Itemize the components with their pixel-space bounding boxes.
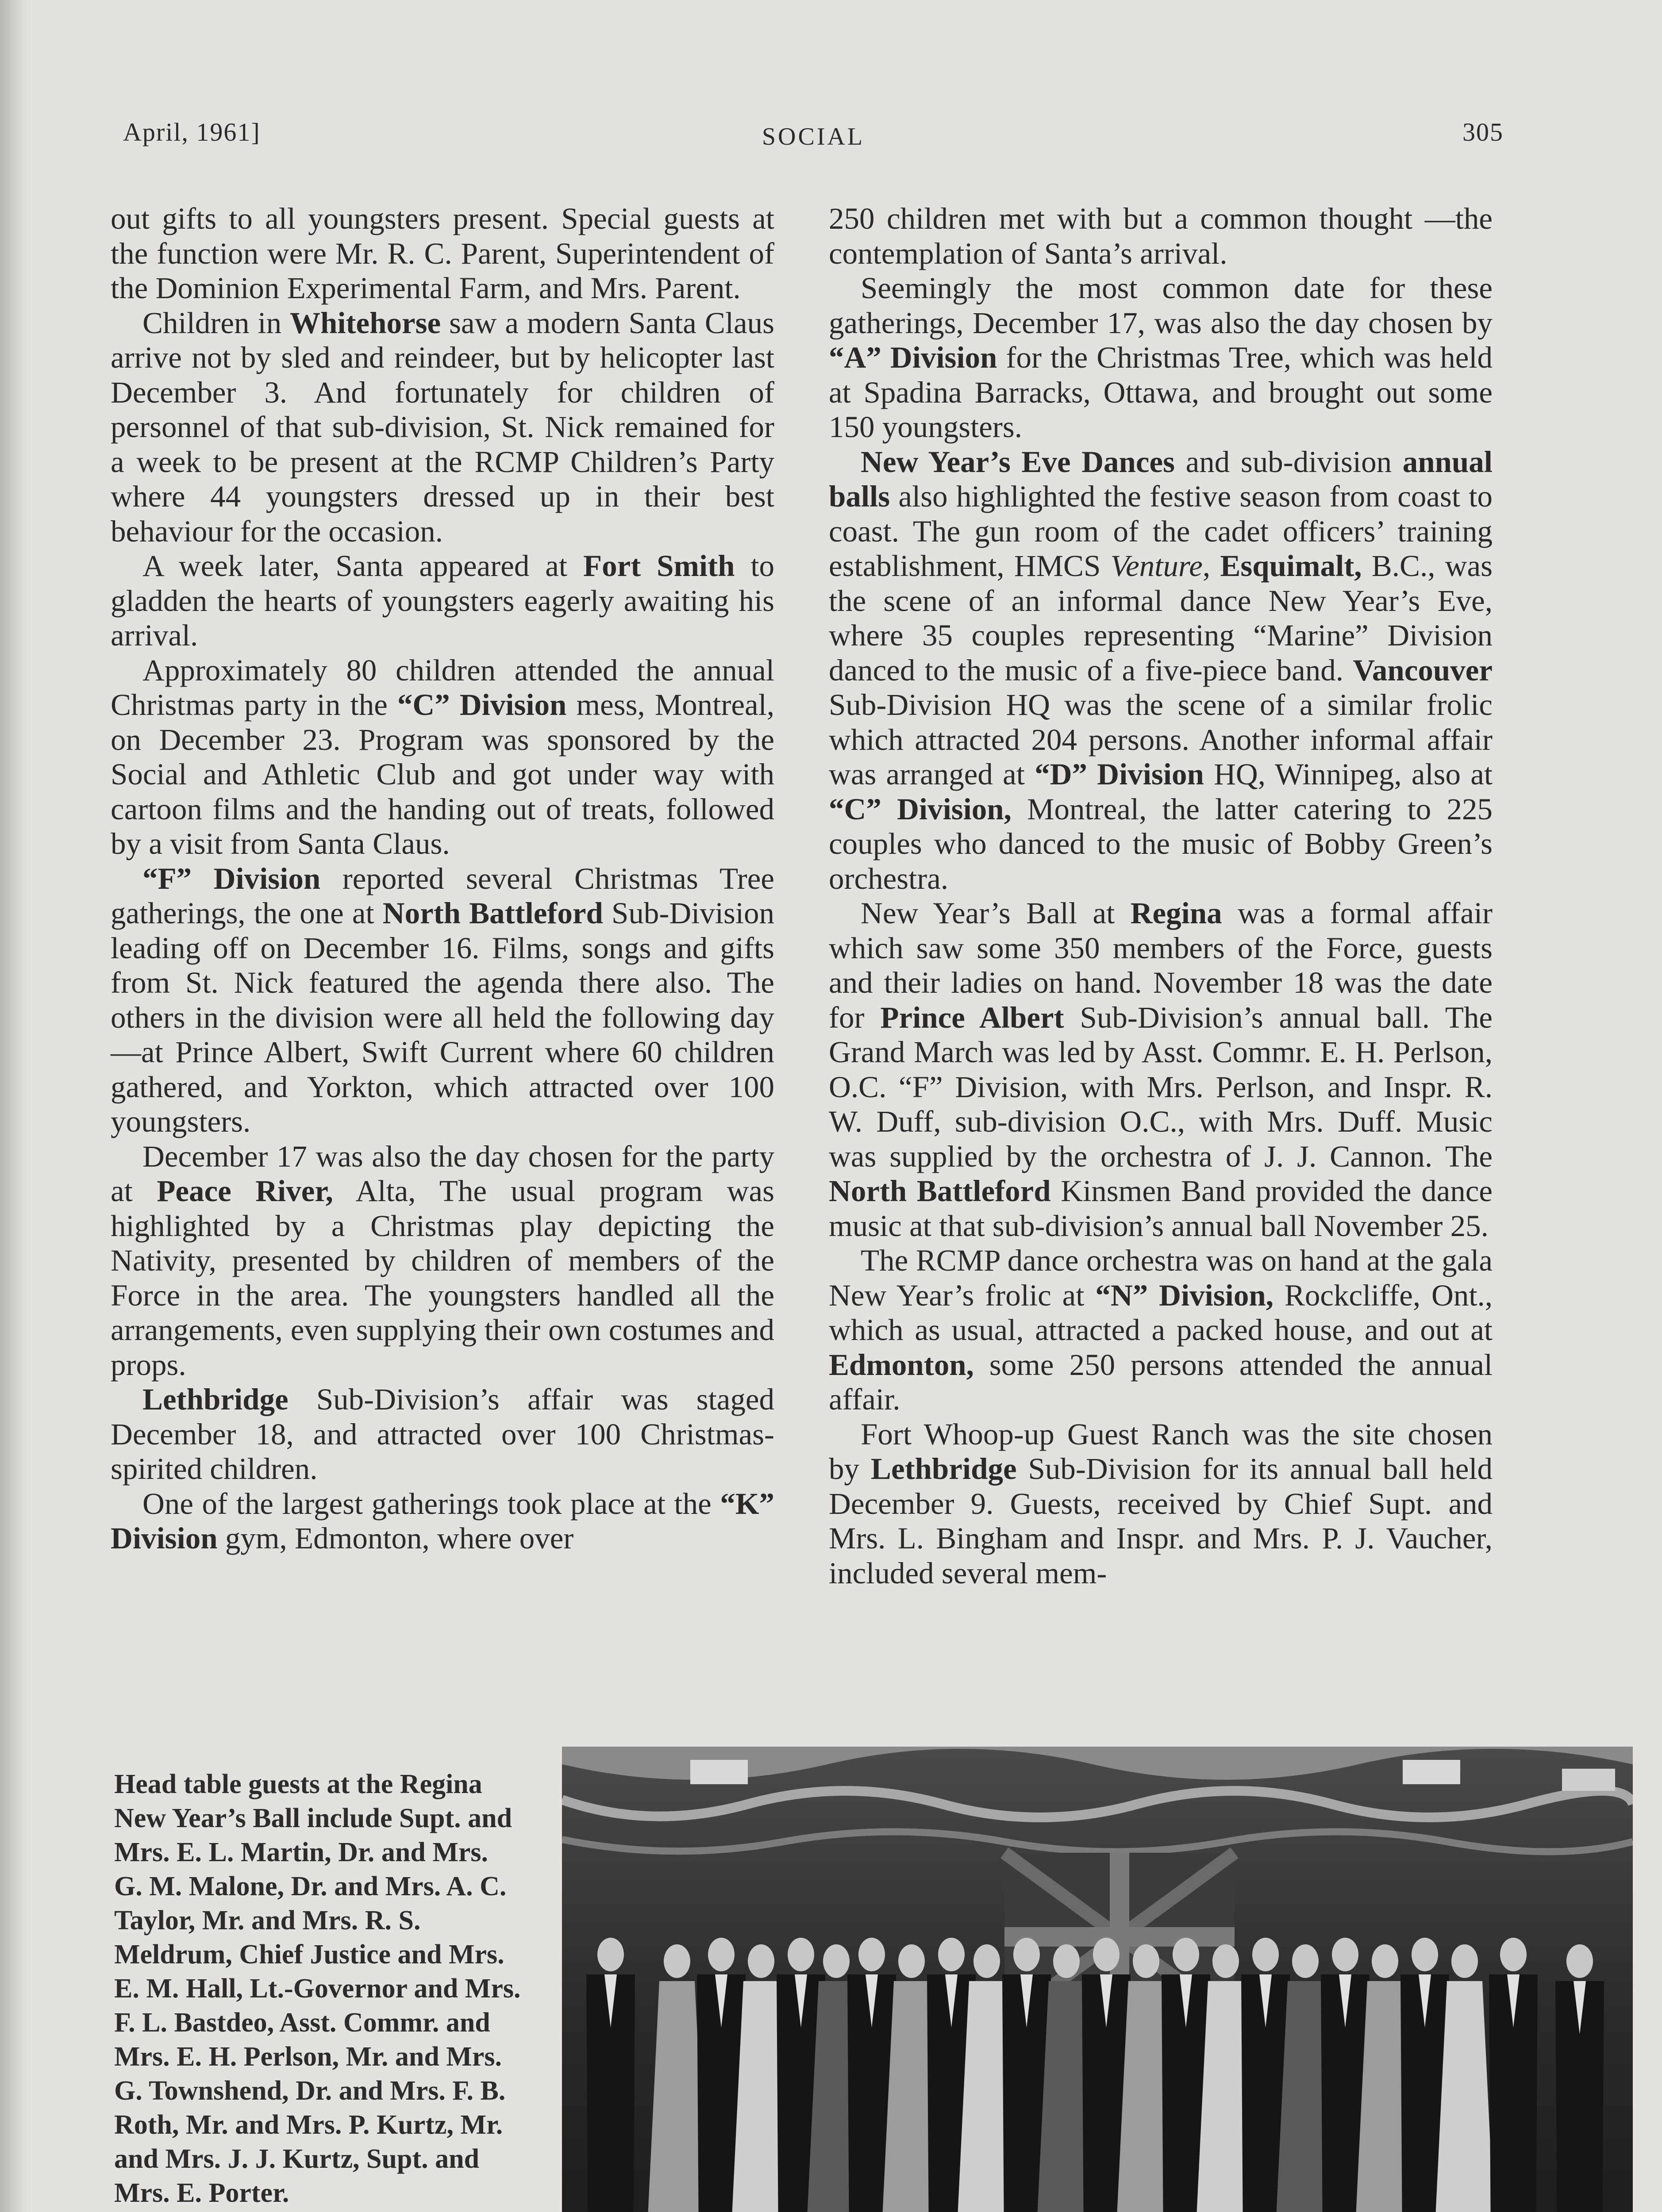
section-title: SOCIAL xyxy=(762,123,865,150)
guest-figure-head xyxy=(1053,1944,1080,1978)
text-run: saw a modern Santa Claus arrive not by sled and reindeer, but by helicopter last December 3. And fortunately for children of personnel of that sub-division, St. Nick remained for a week to be present at the RCMP Children’s Party where 44 youngsters dressed up in their best behaviour for the occasion. xyxy=(111,306,774,548)
guest-figure-head xyxy=(823,1944,850,1978)
bold-place-name: Esquimalt, xyxy=(1220,549,1362,583)
text-run: Sub-Division’s affair was staged December 18, and attracted over 100 Christmas-spirited children. xyxy=(111,1382,774,1486)
text-run: mess, Montreal, on December 23. Program was sponsored by the Social and Athletic Club and got under way with cartoon films and the handing out of treats, followed by a visit from Santa Claus. xyxy=(111,688,774,860)
text-run: for the Christmas Tree, which was held at Spadina Barracks, Ottawa, and brought out some 150 youngsters. xyxy=(829,341,1493,444)
paragraph xyxy=(111,1486,774,1556)
guest-figure-head xyxy=(938,1938,965,1971)
paragraph xyxy=(829,201,1493,271)
text-run: and sub-division xyxy=(1175,445,1403,479)
bold-place-name: “K” Division xyxy=(111,1486,774,1555)
left-column xyxy=(111,201,774,1556)
bold-place-name: Edmonton, xyxy=(829,1348,974,1382)
text-run: New Year’s Ball at xyxy=(861,896,1131,930)
guest-figure-head xyxy=(1212,1944,1239,1978)
bold-place-name: “N” Division, xyxy=(1095,1278,1273,1312)
text-run: also highlighted the festive season from coast to coast. The gun room of the cadet officers’ training establishment, HMCS xyxy=(829,480,1493,583)
guest-figure-head xyxy=(973,1944,1000,1978)
issue-date: April, 1961] xyxy=(123,118,261,146)
guest-figure-head xyxy=(1332,1938,1358,1971)
text-run: December 17 was also the day chosen for the party at xyxy=(111,1139,774,1208)
regina-ball-photo xyxy=(562,1747,1633,2212)
text-run: Approximately 80 children attended the annual Christmas party in the xyxy=(111,653,774,722)
text-run: Alta, The usual program was highlighted by a Christmas play depicting the Nativity, presented by children of members of the Force in the area. The youngsters handled all the arrangements, even supplying their own costumes and props. xyxy=(111,1174,774,1382)
text-run: , xyxy=(1202,549,1220,583)
guest-figure-head xyxy=(1093,1938,1120,1971)
photo-caption: Head table guests at the Regina New Year’s Ball include Supt. and Mrs. E. L. Martin, Dr. and Mrs. G. M. Malone, Dr. and Mrs. A. C. Taylor, Mr. and Mrs. R. S. Meldrum, Chief Justice and Mrs. E. M. Hall, Lt.-Governor and Mrs. F. L. Bastdeo, Asst. Commr. and Mrs. E. H. Perlson, Mr. and Mrs. G. Townshend, Dr. and Mrs. F. B. Roth, Mr. and Mrs. P. Kurtz, Mr. and Mrs. J. J. Kurtz, Supt. and Mrs. E. Porter. xyxy=(114,1769,521,2208)
guest-figure-head xyxy=(748,1944,774,1978)
text-run: The RCMP dance orchestra was on hand at the gala New Year’s frolic at xyxy=(829,1244,1493,1312)
text-run: Children in xyxy=(142,306,290,340)
guest-figure-head xyxy=(708,1938,735,1971)
guest-figure-head xyxy=(858,1938,885,1971)
guest-figure-head xyxy=(664,1944,690,1978)
guest-figure-head xyxy=(898,1944,925,1978)
guest-figure-head xyxy=(1566,1944,1593,1978)
text-run: Montreal, the latter catering to 225 couples who danced to the music of Bobby Green’s orchestra. xyxy=(829,792,1493,895)
bold-place-name: Lethbridge xyxy=(142,1382,289,1416)
text-run: Kinsmen Band provided the dance music at that sub-division’s annual ball November 25. xyxy=(829,1174,1493,1243)
bold-place-name: Prince Albert xyxy=(880,1000,1064,1034)
text-run: Fort Whoop-up Guest Ranch was the site chosen by xyxy=(829,1417,1493,1486)
guest-figure-head xyxy=(1372,1944,1398,1978)
paragraph xyxy=(111,201,774,306)
paragraph xyxy=(111,1382,774,1486)
bold-place-name: “C” Division xyxy=(397,688,567,722)
bold-place-name: New Year’s Eve Dances xyxy=(861,445,1175,479)
bold-place-name: North Battleford xyxy=(382,896,603,930)
bold-place-name: Lethbridge xyxy=(870,1452,1017,1486)
paragraph xyxy=(829,1243,1493,1417)
bold-place-name: Whitehorse xyxy=(290,306,441,340)
text-run: A week later, Santa appeared at xyxy=(142,549,583,583)
guest-figure-head xyxy=(1013,1938,1040,1971)
text-run: out gifts to all youngsters present. Special guests at the function were Mr. R. C. Parent, Superintendent of the Dominion Experimental Farm, and Mrs. Parent. xyxy=(111,202,774,305)
paragraph xyxy=(829,445,1493,896)
paragraph xyxy=(111,1139,774,1382)
bold-place-name: “A” Division xyxy=(829,341,997,374)
paragraph xyxy=(829,271,1493,445)
text-run: Sub-Division’s annual ball. The Grand March was led by Asst. Commr. E. H. Perlson, O.C. “F” Division, with Mrs. Perlson, and Inspr. R. W. Duff, sub-division O.C., with Mrs. Duff. Music was supplied by the orchestra of J. J. Cannon. The xyxy=(829,1000,1493,1173)
bold-place-name: Peace River, xyxy=(157,1174,333,1208)
text-run: was a formal affair which saw some 350 members of the Force, guests and their ladies on hand. November 18 was the date for xyxy=(829,896,1493,1034)
page-number: 305 xyxy=(1462,118,1504,146)
paragraph xyxy=(829,896,1493,1243)
text-run: to gladden the hearts of youngsters eagerly awaiting his arrival. xyxy=(111,549,774,652)
guest-figure-head xyxy=(1252,1938,1279,1971)
bold-place-name: “F” Division xyxy=(142,861,321,895)
scan-edge-shadow xyxy=(0,0,31,2212)
paragraph xyxy=(111,653,774,861)
text-run: 250 children met with but a common thought —the contemplation of Santa’s arrival. xyxy=(829,202,1493,270)
bold-place-name: North Battleford xyxy=(829,1174,1051,1208)
paragraph xyxy=(111,549,774,653)
guest-figure-head xyxy=(1500,1938,1527,1971)
paragraph xyxy=(111,306,774,549)
bold-place-name: Vancouver xyxy=(1353,653,1493,687)
text-run: Rockcliffe, Ont., which as usual, attracted a packed house, and out at xyxy=(829,1278,1493,1347)
bold-place-name: annual balls xyxy=(829,445,1493,513)
right-column xyxy=(829,201,1493,1590)
text-run: Seemingly the most common date for these gatherings, December 17, was also the day chosen by xyxy=(829,271,1493,340)
guest-figure-head xyxy=(1173,1938,1199,1971)
text-run: Sub-Division for its annual ball held December 9. Guests, received by Chief Supt. and Mrs. L. Bingham and Inspr. and Mrs. P. J. Vaucher, included several mem- xyxy=(829,1452,1493,1590)
bold-place-name: Regina xyxy=(1130,896,1222,930)
guest-figure-head xyxy=(1412,1938,1438,1971)
guest-figure-head xyxy=(1451,1944,1478,1978)
paragraph xyxy=(111,861,774,1139)
guest-figure-head xyxy=(1292,1944,1319,1978)
text-run: gym, Edmonton, where over xyxy=(217,1521,574,1555)
bold-place-name: “D” Division xyxy=(1035,757,1204,791)
text-run: Sub-Division leading off on December 16. Films, songs and gifts from St. Nick featured the agenda there also. The others in the division were all held the following day—at Prince Albert, Swift Current where 60 children gathered, and Yorkton, which attracted over 100 youngsters. xyxy=(111,896,775,1138)
guest-figure-head xyxy=(597,1938,624,1971)
bold-place-name: Fort Smith xyxy=(583,549,735,583)
bold-place-name: “C” Division, xyxy=(829,792,1012,826)
text-run: Sub-Division HQ was the scene of a similar frolic which attracted 204 persons. Another informal affair was arranged at xyxy=(829,688,1493,791)
text-run: some 250 persons attended the annual affair. xyxy=(829,1348,1493,1416)
running-header xyxy=(123,117,1504,157)
guest-figure-head xyxy=(1133,1944,1159,1978)
text-run: B.C., was the scene of an informal dance New Year’s Eve, where 35 couples representing “Marine” Division danced to the music of a five-piece band. xyxy=(829,549,1493,687)
paragraph xyxy=(829,1417,1493,1591)
text-run: Venture xyxy=(1110,549,1203,583)
text-run: One of the largest gatherings took place at the xyxy=(142,1486,720,1521)
text-run: reported several Christmas Tree gatherings, the one at xyxy=(111,861,774,930)
text-run: HQ, Winnipeg, also at xyxy=(1204,757,1493,791)
guest-figure-head xyxy=(788,1938,814,1971)
